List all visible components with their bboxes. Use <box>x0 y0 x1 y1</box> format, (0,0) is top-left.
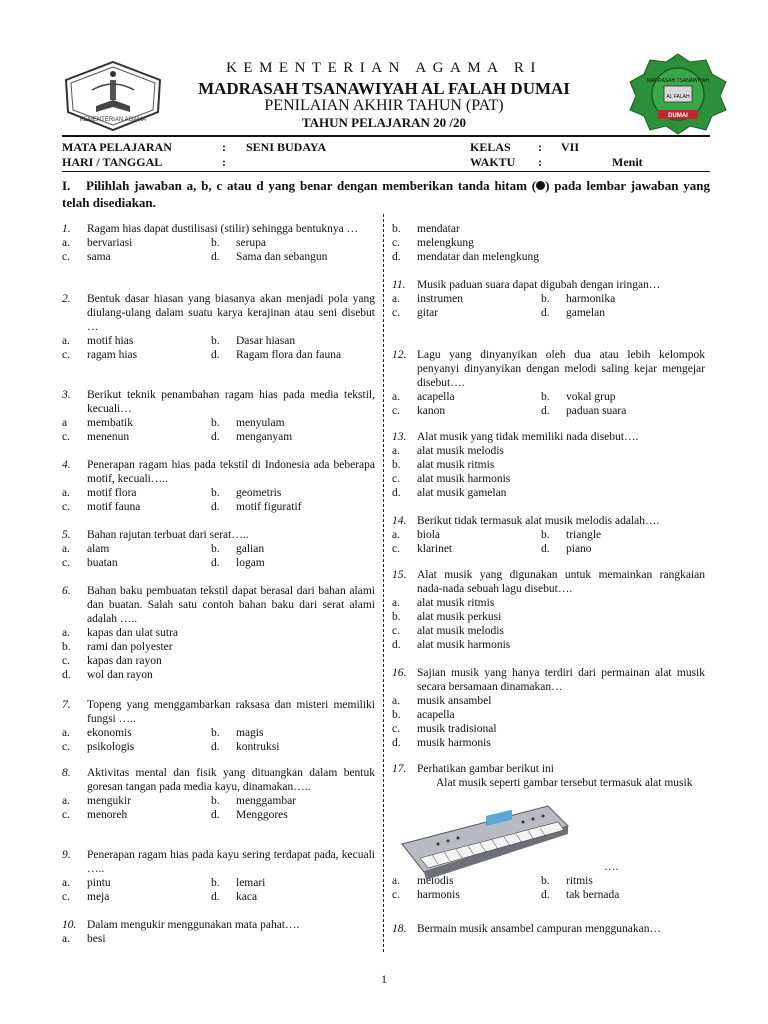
question-stem <box>62 222 375 236</box>
option-text: acapella <box>417 391 455 403</box>
option-letter: a. <box>62 335 70 347</box>
option-text: pintu <box>87 877 111 889</box>
option-letter: b. <box>211 487 220 499</box>
option-text: alat musik harmonis <box>417 473 511 485</box>
option-text: menggambar <box>236 795 297 807</box>
subject-value: SENI BUDAYA <box>246 140 327 154</box>
option-text: biola <box>417 529 440 541</box>
option-text: alat musik ritmis <box>417 597 495 609</box>
question <box>62 918 375 946</box>
option-letter: c. <box>392 625 400 637</box>
question-stem <box>62 388 375 416</box>
option-text: galian <box>236 543 265 555</box>
question <box>62 848 375 904</box>
answer-options <box>62 416 375 444</box>
instruction <box>62 177 710 211</box>
question-number: 10. <box>62 919 77 931</box>
option-text: logam <box>236 557 265 569</box>
option-text: musik ansambel <box>417 695 492 707</box>
option-letter: c. <box>62 741 70 753</box>
answer-options <box>392 390 705 418</box>
option-letter: a. <box>392 391 400 403</box>
option-letter: b. <box>392 459 401 471</box>
option-text: piano <box>566 543 592 555</box>
question <box>62 584 375 682</box>
option-letter: c. <box>392 543 400 555</box>
question-stem <box>392 348 705 390</box>
question-text: Perhatikan gambar berikut ini <box>417 763 555 775</box>
question-stem <box>392 430 705 444</box>
question-text: Berikut teknik penambahan ragam hias pada media tekstil, kecuali… <box>87 389 375 415</box>
option-text: kapas dan ulat sutra <box>87 627 179 639</box>
day-label: HARI / TANGGAL <box>62 155 163 169</box>
question-text: Penerapan ragam hias pada kayu sering terdapat pada, kecuali ….. <box>87 849 375 875</box>
question <box>392 278 705 320</box>
info-rule <box>62 171 710 172</box>
option-text: ekonomis <box>87 727 132 739</box>
question-stem <box>392 922 705 936</box>
option-text: motif flora <box>87 487 137 499</box>
option-text: motif fauna <box>87 501 141 513</box>
question-number: 9. <box>62 849 71 861</box>
option-text: bervariasi <box>87 237 133 249</box>
question-number: 15. <box>392 569 407 581</box>
option-text: membatik <box>87 417 133 429</box>
question-number: 7. <box>62 699 71 711</box>
option-letter: b. <box>62 641 71 653</box>
question-stem <box>62 766 375 794</box>
question-text: Ragam hias dapat dustilisasi (stilir) sehingga bentuknya … <box>87 223 359 235</box>
question-number: 4. <box>62 459 71 471</box>
option-text: besi <box>87 933 106 945</box>
answer-options <box>62 932 375 946</box>
option-letter: b. <box>211 877 220 889</box>
option-letter: b. <box>392 611 401 623</box>
question-text: Aktivitas mental dan fisik yang dituangkan dalam bentuk goresan tangan pada media kayu, dinamakan….. <box>87 767 375 793</box>
option-text: kapas dan rayon <box>87 655 162 667</box>
option-letter: c. <box>62 431 70 443</box>
option-text: mendatar dan melengkung <box>417 251 539 263</box>
question-number: 14. <box>392 515 407 527</box>
option-text: kaca <box>236 891 258 903</box>
option-text: acapella <box>417 709 455 721</box>
option-letter: d. <box>211 891 220 903</box>
option-text: motif hias <box>87 335 134 347</box>
option-text: melodis <box>417 875 454 887</box>
question <box>392 514 705 556</box>
school-name: MADRASAH TSANAWIYAH AL FALAH DUMAI <box>198 79 570 98</box>
option-letter: b. <box>211 335 220 347</box>
page-number: 1 <box>381 972 387 986</box>
option-text: vokal grup <box>566 391 616 403</box>
option-letter: a. <box>62 627 70 639</box>
option-letter: d. <box>211 501 220 513</box>
question-text: Bermain musik ansambel campuran menggunakan… <box>417 923 661 935</box>
option-letter: b. <box>541 391 550 403</box>
option-text: menenun <box>87 431 130 443</box>
option-text: melengkung <box>417 237 474 249</box>
option-text: tak bernada <box>566 889 620 901</box>
option-text: menyulam <box>236 417 285 429</box>
option-letter: d. <box>211 557 220 569</box>
option-letter: a. <box>62 487 70 499</box>
option-text: kontruksi <box>236 741 280 753</box>
question-text: Bahan rajutan terbuat dari serat….. <box>87 529 249 541</box>
option-letter: b. <box>211 543 220 555</box>
option-text: lemari <box>236 877 266 889</box>
option-text: geometris <box>236 487 282 499</box>
option-text: serupa <box>236 237 267 249</box>
option-text: alam <box>87 543 110 555</box>
school-logo-top-text: MADRASAH TSANAWIYAH <box>646 78 710 84</box>
subject-colon: : <box>222 140 226 154</box>
option-text: Ragam flora dan fauna <box>236 349 342 361</box>
option-letter: b. <box>392 223 401 235</box>
option-text: alat musik perkusi <box>417 611 502 623</box>
question-number: 6. <box>62 585 71 597</box>
option-text: menoreh <box>87 809 128 821</box>
option-letter: b. <box>541 529 550 541</box>
question-text: Bentuk dasar hiasan yang biasanya akan menjadi pola yang diulang-ulang dalam suatu karya kerajinan atau seni disebut … <box>87 293 375 333</box>
column-divider <box>383 214 384 952</box>
question <box>62 528 375 570</box>
question-number: 18. <box>392 923 407 935</box>
question-number: 3. <box>62 389 71 401</box>
time-value: Menit <box>612 155 643 169</box>
day-colon: : <box>222 155 226 169</box>
option-letter: a <box>62 417 68 429</box>
question-stem <box>62 848 375 876</box>
option-letter: a. <box>62 727 70 739</box>
answer-options <box>62 236 375 264</box>
instruction-text-before: Pilihlah jawaban a, b, c atau d yang benar dengan memberikan tanda hitam ( <box>86 178 537 193</box>
question-number: 1. <box>62 223 71 235</box>
question <box>62 222 375 264</box>
question-subtext: Alat musik seperti gambar tersebut termasuk alat musik <box>436 777 693 789</box>
instruction-text-after: ) pada lembar jawaban yang telah disediakan. <box>62 178 710 210</box>
option-letter: d. <box>541 307 550 319</box>
option-text: menganyam <box>236 431 293 443</box>
question-number: 17. <box>392 763 407 775</box>
option-letter: a. <box>62 237 70 249</box>
option-text: mengukir <box>87 795 132 807</box>
question <box>62 292 375 362</box>
option-letter: c. <box>62 557 70 569</box>
option-text: buatan <box>87 557 118 569</box>
question <box>62 458 375 514</box>
question <box>392 430 705 500</box>
option-letter: a. <box>62 877 70 889</box>
option-letter: c. <box>62 501 70 513</box>
school-logo-bottom-text: DUMAI <box>668 113 688 119</box>
option-text: kanon <box>417 405 446 417</box>
question <box>392 568 705 652</box>
option-letter: a. <box>392 597 400 609</box>
answer-options <box>392 444 705 500</box>
option-text: ritmis <box>566 875 593 887</box>
class-value: VII <box>561 140 580 154</box>
class-label: KELAS <box>470 140 511 154</box>
option-letter: b. <box>211 795 220 807</box>
option-text: Dasar hiasan <box>236 335 296 347</box>
option-letter: d. <box>541 405 550 417</box>
question <box>62 388 375 444</box>
option-letter: c. <box>62 349 70 361</box>
option-text: harmonis <box>417 889 460 901</box>
question <box>392 666 705 750</box>
question-text: Topeng yang menggambarkan raksasa dan misteri memiliki fungsi ….. <box>87 699 375 725</box>
header-rule <box>62 135 710 137</box>
question-stem <box>62 458 375 486</box>
option-text: Menggores <box>236 809 288 821</box>
option-letter: d. <box>211 349 220 361</box>
question-stem <box>62 698 375 726</box>
option-text: musik tradisional <box>417 723 497 735</box>
option-letter: c. <box>392 405 400 417</box>
question <box>62 766 375 822</box>
option-letter: d. <box>392 737 401 749</box>
option-text: gamelan <box>566 307 605 319</box>
option-letter: a. <box>392 875 400 887</box>
question-stem <box>392 666 705 694</box>
question-stem <box>392 278 705 292</box>
option-text: meja <box>87 891 110 903</box>
option-letter: a. <box>392 293 400 305</box>
answer-options <box>62 334 375 362</box>
question-text: Alat musik yang digunakan untuk memainkan rangkaian nada-nada sebuah lagu disebut…. <box>417 569 705 595</box>
option-letter: b. <box>211 237 220 249</box>
question-number: 12. <box>392 349 407 361</box>
question-stem <box>62 528 375 542</box>
option-letter: c. <box>392 237 400 249</box>
option-text: ragam hias <box>87 349 138 361</box>
option-text: wol dan rayon <box>87 669 153 681</box>
question-text: Alat musik yang tidak memiliki nada disebut…. <box>417 431 639 443</box>
answer-options <box>62 726 375 754</box>
question-stem <box>62 918 375 932</box>
option-text: Sama dan sebangun <box>236 251 328 263</box>
option-letter: d. <box>392 639 401 651</box>
option-letter: d. <box>541 543 550 555</box>
option-letter: d. <box>392 487 401 499</box>
option-letter: a. <box>62 795 70 807</box>
question-stem <box>392 762 705 776</box>
question-number: 5. <box>62 529 71 541</box>
question-text: Bahan baku pembuatan tekstil dapat berasal dari bahan alami dan buatan. Salah satu contoh bahan baku dari serat alami adalah ….. <box>87 585 375 625</box>
option-text: alat musik melodis <box>417 625 504 637</box>
answer-options <box>62 794 375 822</box>
question-stem <box>392 568 705 596</box>
option-letter: d. <box>211 431 220 443</box>
answer-options <box>62 626 375 682</box>
option-letter: c. <box>392 889 400 901</box>
option-text: psikologis <box>87 741 135 753</box>
option-letter: b. <box>211 417 220 429</box>
ministry-logo-caption: KEMENTERIAN AGAMA <box>79 117 147 123</box>
option-letter: a. <box>62 543 70 555</box>
answer-options <box>392 694 705 750</box>
answer-options <box>392 528 705 556</box>
exam-title: PENILAIAN AKHIR TAHUN (PAT) <box>264 97 504 114</box>
option-text: motif figuratif <box>236 501 302 513</box>
question-number: 16. <box>392 667 407 679</box>
option-text: musik harmonis <box>417 737 491 749</box>
option-letter: a. <box>392 445 400 457</box>
question-text: Musik paduan suara dapat digubah dengan iringan… <box>417 279 661 291</box>
option-letter: b. <box>541 875 550 887</box>
option-letter: c. <box>392 307 400 319</box>
continued-options <box>392 222 705 264</box>
option-letter: c. <box>62 655 70 667</box>
question-stem <box>392 514 705 528</box>
option-text: alat musik melodis <box>417 445 504 457</box>
option-text: alat musik harmonis <box>417 639 511 651</box>
question-stem <box>62 292 375 334</box>
question <box>392 922 705 936</box>
option-text: alat musik gamelan <box>417 487 507 499</box>
ministry-title: KEMENTERIAN AGAMA RI <box>226 60 542 76</box>
keyboard-image <box>398 800 570 882</box>
option-letter: b. <box>541 293 550 305</box>
option-text: alat musik ritmis <box>417 459 495 471</box>
option-letter: d. <box>541 889 550 901</box>
option-letter: d. <box>392 251 401 263</box>
option-text: rami dan polyester <box>87 641 173 653</box>
question-number: 13. <box>392 431 407 443</box>
option-letter: d. <box>211 251 220 263</box>
option-letter: a. <box>62 933 70 945</box>
option-letter: c. <box>62 891 70 903</box>
question-stem <box>62 584 375 626</box>
class-colon: : <box>538 140 542 154</box>
option-text: paduan suara <box>566 405 627 417</box>
option-letter: a. <box>392 695 400 707</box>
filled-circle-icon <box>536 181 545 190</box>
question-number: 8. <box>62 767 71 779</box>
answer-options <box>392 292 705 320</box>
option-letter: b. <box>211 727 220 739</box>
question <box>392 348 705 418</box>
time-label: WAKTU <box>470 155 516 169</box>
option-letter: d. <box>211 809 220 821</box>
question-text: Berikut tidak termasuk alat musik melodis adalah…. <box>417 515 660 527</box>
option-text: klarinet <box>417 543 453 555</box>
option-text: magis <box>236 727 264 739</box>
option-letter: d. <box>62 669 71 681</box>
option-letter: c. <box>62 809 70 821</box>
school-logo-mid-text: AL FALAH <box>666 94 690 100</box>
time-colon: : <box>538 155 542 169</box>
answer-dots: …. <box>604 861 619 873</box>
question-text: Dalam mengukir menggunakan mata pahat…. <box>87 919 300 931</box>
answer-options <box>392 596 705 652</box>
option-text: mendatar <box>417 223 460 235</box>
option-letter: c. <box>62 251 70 263</box>
option-letter: d. <box>211 741 220 753</box>
option-letter: c. <box>392 723 400 735</box>
question-number: 11. <box>392 279 406 291</box>
option-text: gitar <box>417 307 439 319</box>
option-text: triangle <box>566 529 602 541</box>
question-text: Penerapan ragam hias pada tekstil di Indonesia ada beberapa motif, kecuali….. <box>87 459 375 485</box>
academic-year: TAHUN PELAJARAN 20 /20 <box>301 115 467 130</box>
option-text: instrumen <box>417 293 463 305</box>
option-letter: b. <box>392 709 401 721</box>
option-letter: c. <box>392 473 400 485</box>
option-letter: a. <box>392 529 400 541</box>
answer-options <box>62 542 375 570</box>
question <box>62 698 375 754</box>
option-text: harmonika <box>566 293 616 305</box>
answer-options <box>62 876 375 904</box>
section-number: I. <box>62 178 71 193</box>
question-text: Lagu yang dinyanyikan oleh dua atau lebih kelompok penyanyi dinyanyikan dengan melodi saling kejar mengejar disebut…. <box>417 349 705 389</box>
option-text: sama <box>87 251 111 263</box>
question-number: 2. <box>62 293 71 305</box>
question-text: Sajian musik yang hanya terdiri dari permainan alat musik secara bersamaan dinamakan… <box>417 667 705 693</box>
subject-label: MATA PELAJARAN <box>62 140 172 154</box>
answer-options <box>62 486 375 514</box>
